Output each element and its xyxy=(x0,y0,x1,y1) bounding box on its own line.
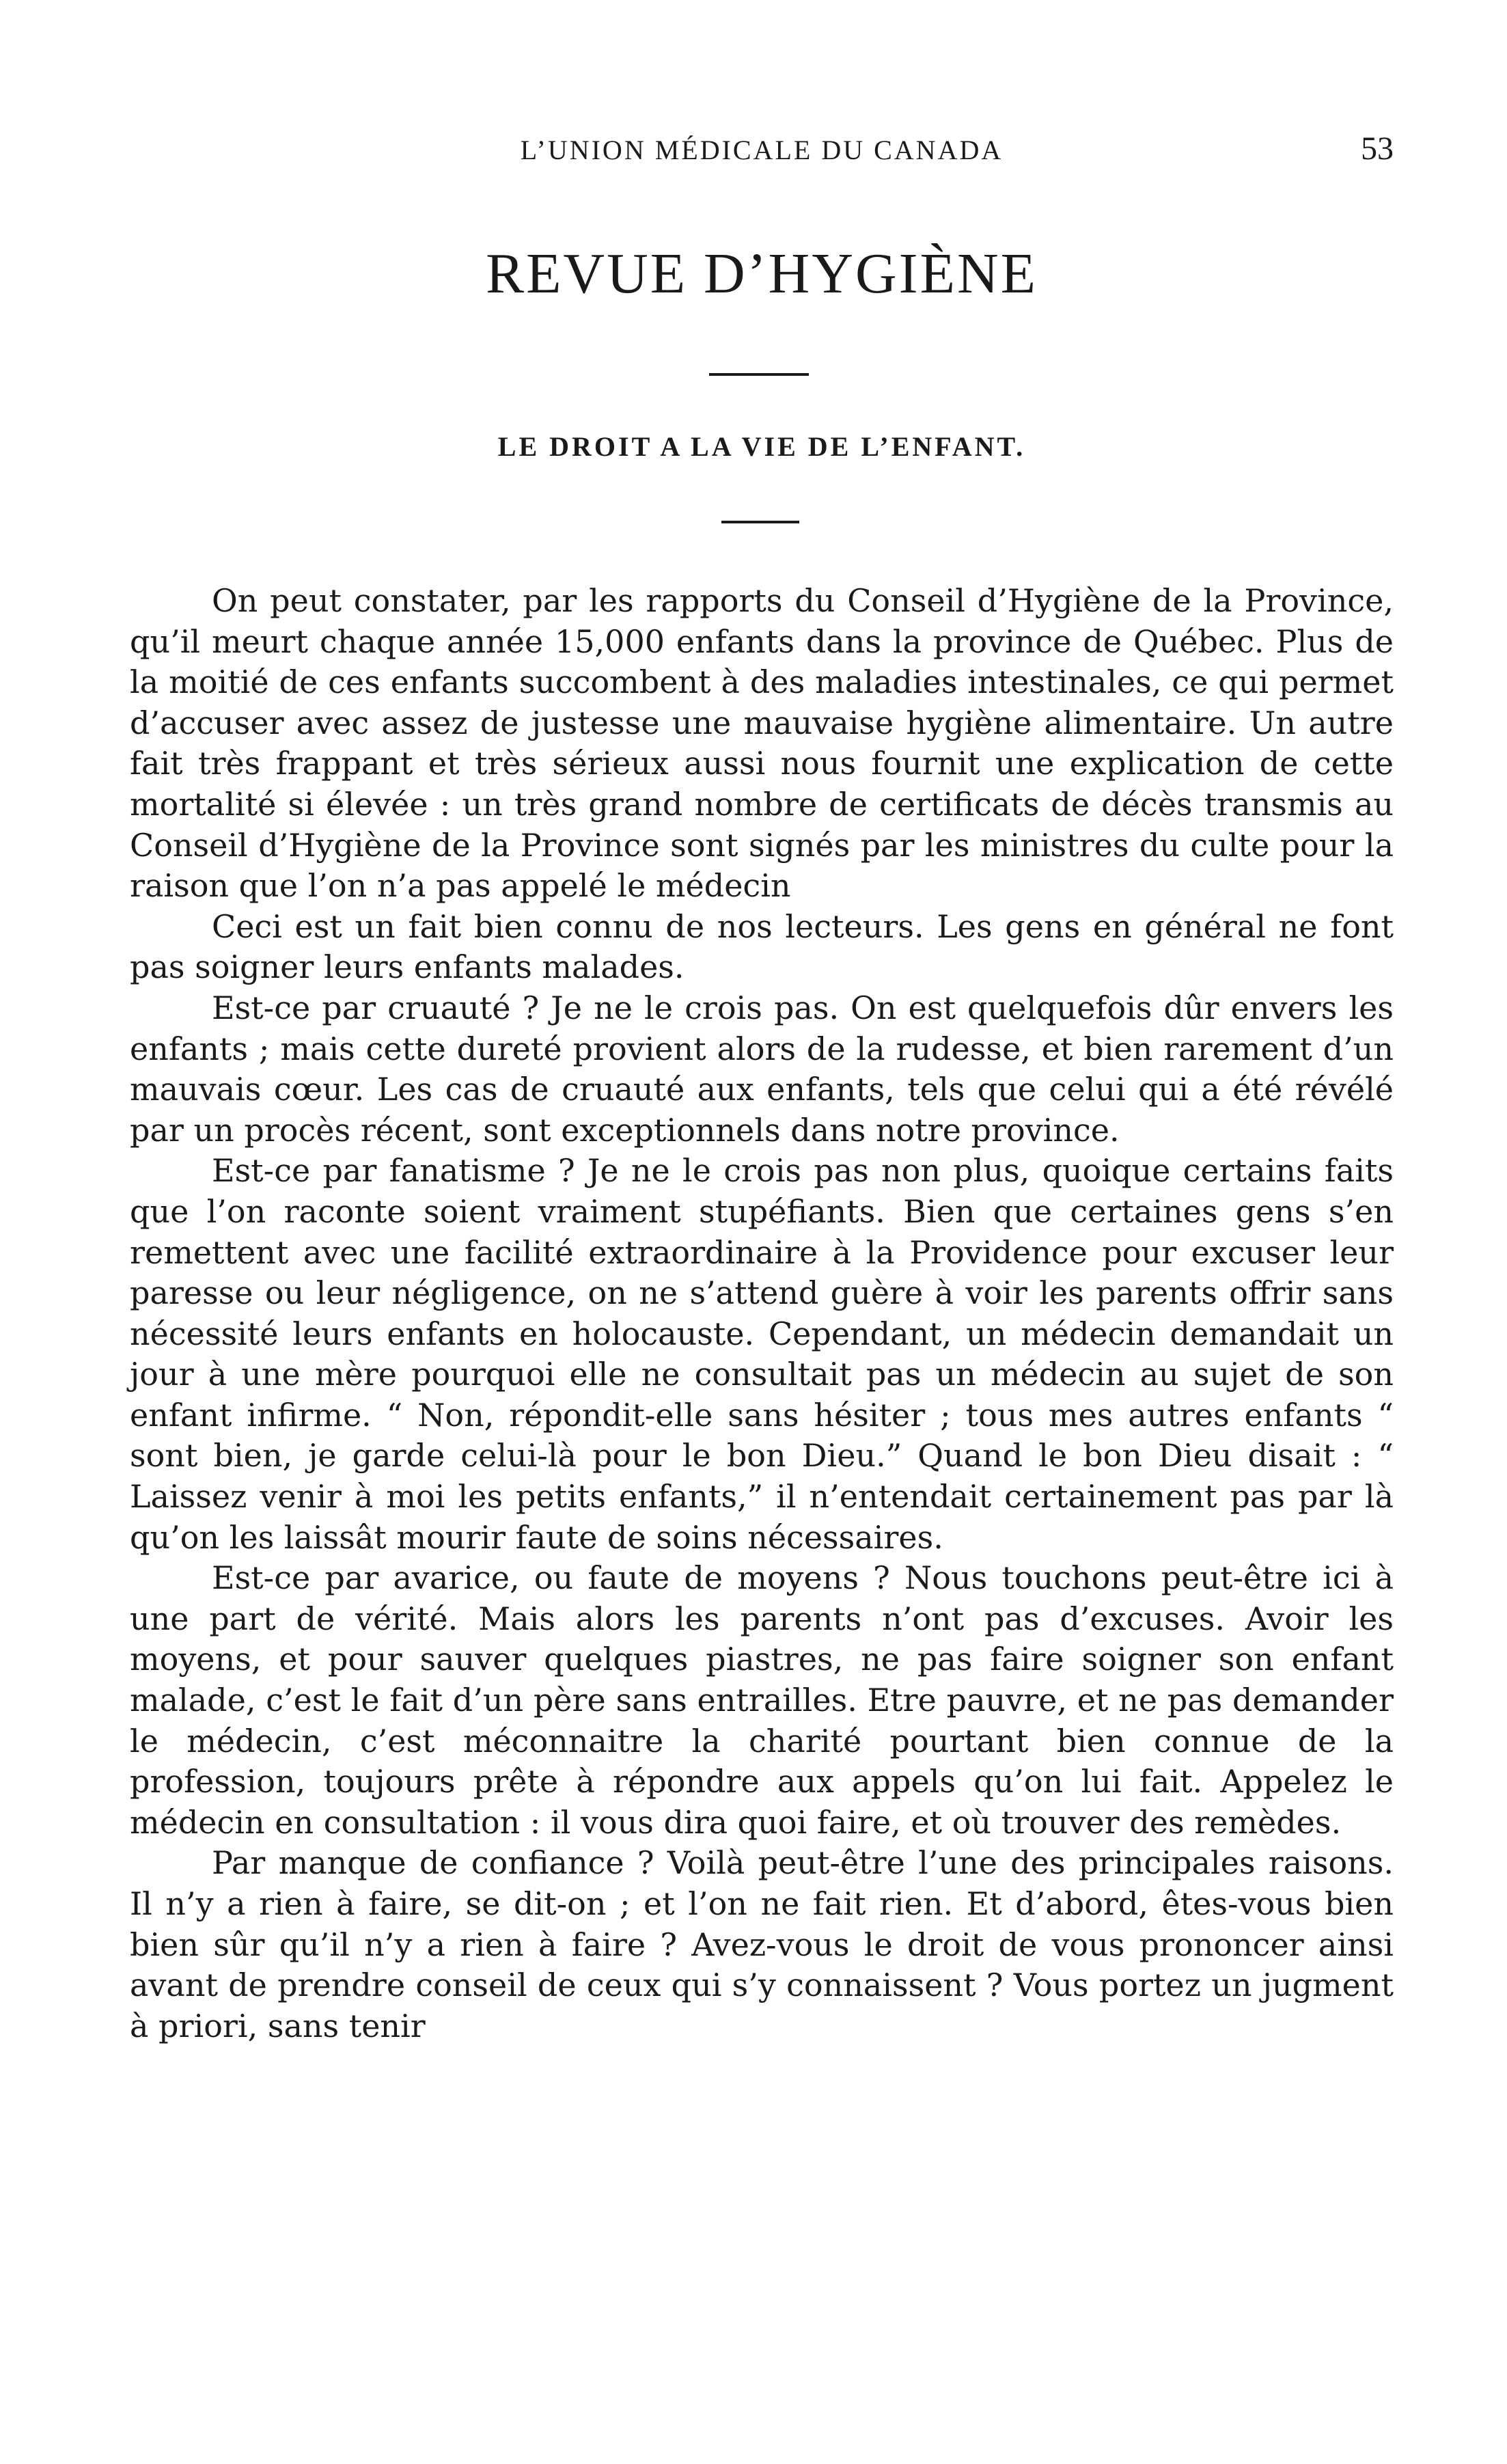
paragraph: Est-ce par avarice, ou faute de moyens ? Nous touchons peut-être ici à une part de vérité. Mais alors les parents n’ont pas d’excuses. Avoir les moyens, et pour sauver quelques piastres, ne pas faire soigner son enfant malade, c’est le fait d’un père sans entrailles. Etre pauvre, et ne pas demander le médecin, c’est méconnaitre la charité pourtant bien connue de la profession, toujours prête à répondre aux appels qu’on lui fait. Appelez le médecin en consultation : il vous dira quoi faire, et où trouver des remèdes. xyxy=(130,1559,1394,1841)
paragraph: Ceci est un fait bien connu de nos lecteurs. Les gens en général ne font pas soigner leurs enfants malades. xyxy=(130,907,1394,986)
journal-title: L’UNION MÉDICALE DU CANADA xyxy=(520,135,1004,165)
paragraph: On peut constater, par les rapports du Conseil d’Hygiène de la Province, qu’il meurt chaque année 15,000 enfants dans la province de Québec. Plus de la moitié de ces enfants succombent à des maladies intestinales, ce qui permet d’accuser avec assez de justesse une mauvaise hygiène alimentaire. Un autre fait très frappant et très sérieux aussi nous fournit une explication de cette mortalité si élevée : un très grand nombre de certificats de décès transmis au Conseil d’Hygiène de la Province sont signés par les ministres du culte pour la raison que l’on n’a pas appelé le médecin xyxy=(130,582,1394,905)
page-number: 53 xyxy=(1361,131,1394,167)
paragraph: Est-ce par fanatisme ? Je ne le crois pas non plus, quoique certains faits que l’on raconte soient vraiment stupéfiants. Bien que certaines gens s’en remettent avec une facilité extraordinaire à la Providence pour excuser leur paresse ou leur négligence, on ne s’attend guère à voir les parents offrir sans nécessité leurs enfants en holocauste. Cependant, un médecin demandait un jour à une mère pourquoi elle ne consultait pas un médecin au sujet de son enfant infirme. “ Non, répondit-elle sans hésiter ; tous mes autres enfants “ sont bien, je garde celui-là pour le bon Dieu.” Quand le bon Dieu disait : “ Laissez venir à moi les petits enfants,” il n’entendait certainement pas par là qu’on les laissât mourir faute de soins nécessaires. xyxy=(130,1152,1394,1556)
running-header xyxy=(130,131,1394,175)
paragraph: Est-ce par cruauté ? Je ne le crois pas. On est quelquefois dûr envers les enfants ; mais cette dureté provient alors de la rudesse, et bien rarement d’un mauvais cœur. Les cas de cruauté aux enfants, tels que celui qui a été révélé par un procès récent, sont exceptionnels dans notre province. xyxy=(130,989,1394,1149)
article-title: LE DROIT A LA VIE DE L’ENFANT. xyxy=(497,431,1026,462)
paragraph: Par manque de confiance ? Voilà peut-être l’une des principales raisons. Il n’y a rien à faire, se dit-on ; et l’on ne fait rien. Et d’abord, êtes-vous bien bien sûr qu’il n’y a rien à faire ? Avez-vous le droit de vous prononcer ainsi avant de prendre conseil de ceux qui s’y connaissent ? Vous portez un jugment à priori, sans tenir xyxy=(130,1844,1394,2044)
article-body xyxy=(130,581,1394,2047)
section-title: REVUE D’HYGIÈNE xyxy=(486,242,1038,305)
subtitle-divider xyxy=(721,521,799,523)
title-divider xyxy=(709,373,809,376)
